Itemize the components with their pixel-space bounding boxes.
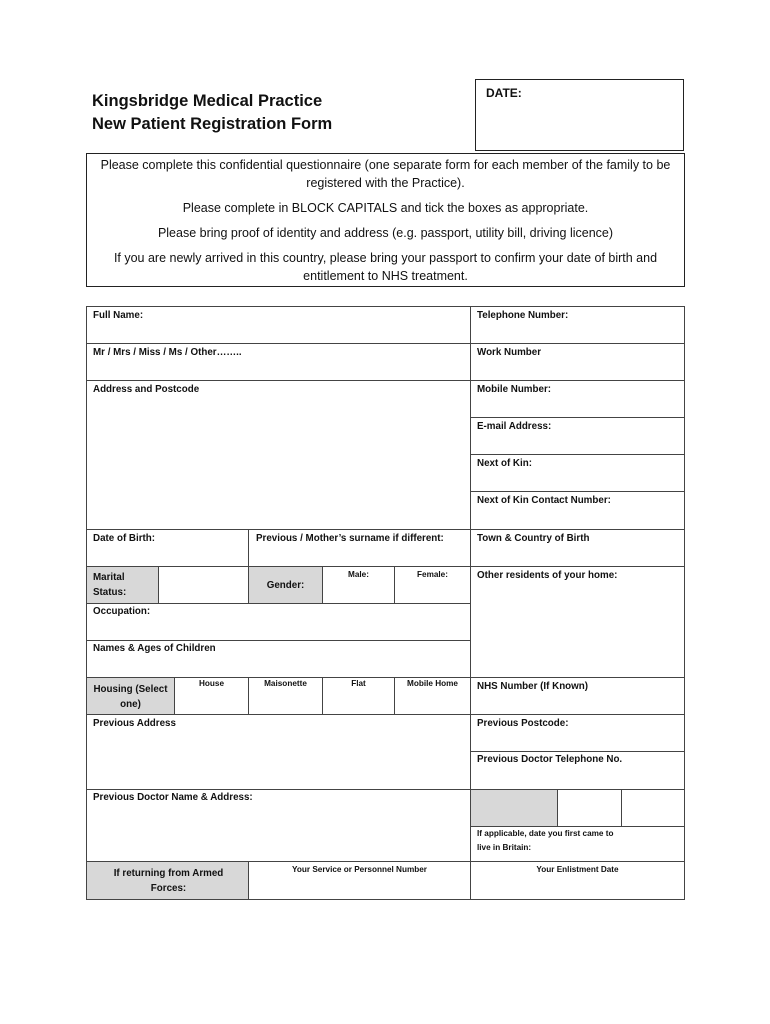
other-residents-label: Other residents of your home: <box>477 570 618 581</box>
previous-doctor-tel-field[interactable] <box>470 751 685 790</box>
full-name-label: Full Name: <box>93 310 144 321</box>
occupation-field[interactable] <box>86 603 471 641</box>
previous-address-label: Previous Address <box>93 718 176 729</box>
male-checkbox[interactable] <box>322 566 395 604</box>
date-britain-input-1[interactable] <box>557 789 622 827</box>
date-britain-label: If applicable, date you first came to live in Britain: <box>477 829 614 852</box>
previous-postcode-field[interactable] <box>470 714 685 752</box>
nhs-number-field[interactable] <box>470 677 685 715</box>
children-field[interactable] <box>86 640 471 678</box>
town-country-birth-field[interactable] <box>470 529 685 567</box>
previous-surname-field[interactable] <box>248 529 471 567</box>
female-label: Female: <box>417 570 448 579</box>
email-field[interactable] <box>470 417 685 455</box>
housing-mobile-home-checkbox[interactable] <box>394 677 471 715</box>
armed-forces-header <box>86 861 249 900</box>
mobile-label: Mobile Number: <box>477 384 552 395</box>
date-britain-input-2[interactable] <box>621 789 685 827</box>
address-label: Address and Postcode <box>93 384 200 395</box>
enlistment-date-field[interactable] <box>470 861 685 900</box>
work-number-label: Work Number <box>477 347 542 358</box>
housing-option-label: Mobile Home <box>407 679 458 688</box>
service-number-label: Your Service or Personnel Number <box>292 865 427 874</box>
housing-option-label: Flat <box>351 679 366 688</box>
instruction-line: If you are newly arrived in this country, please bring your passport to confirm your date of birth and entitlement to NHS treatment. <box>113 251 658 283</box>
next-of-kin-contact-label: Next of Kin Contact Number: <box>477 495 611 506</box>
mobile-field[interactable] <box>470 380 685 418</box>
housing-flat-checkbox[interactable] <box>322 677 395 715</box>
next-of-kin-label: Next of Kin: <box>477 458 532 469</box>
occupation-label: Occupation: <box>93 606 151 617</box>
marital-status-label: Marital Status: <box>93 572 127 598</box>
armed-forces-label: If returning from Armed Forces: <box>113 868 224 894</box>
title-field[interactable] <box>86 343 471 381</box>
marital-status-input[interactable] <box>158 566 249 604</box>
housing-maisonette-checkbox[interactable] <box>248 677 323 715</box>
full-name-field[interactable] <box>86 306 471 344</box>
next-of-kin-contact-field[interactable] <box>470 491 685 530</box>
telephone-field[interactable] <box>470 306 685 344</box>
housing-option-label: Maisonette <box>264 679 307 688</box>
instruction-line: Please complete in BLOCK CAPITALS and tick the boxes as appropriate. <box>182 201 589 215</box>
children-label: Names & Ages of Children <box>93 643 216 654</box>
date-of-birth-field[interactable] <box>86 529 249 567</box>
other-residents-field[interactable] <box>470 566 685 678</box>
previous-doctor-tel-label: Previous Doctor Telephone No. <box>477 754 623 765</box>
form-heading <box>92 90 332 136</box>
date-of-birth-label: Date of Birth: <box>93 533 156 544</box>
town-country-birth-label: Town & Country of Birth <box>477 533 590 544</box>
male-label: Male: <box>348 570 369 579</box>
date-label: DATE: <box>486 86 522 100</box>
previous-surname-label: Previous / Mother’s surname if different: <box>256 533 444 544</box>
housing-option-label: House <box>198 679 225 688</box>
date-box[interactable] <box>475 79 684 151</box>
date-britain-field <box>470 826 685 862</box>
form-title: New Patient Registration Form <box>92 115 333 133</box>
previous-address-field[interactable] <box>86 714 471 790</box>
previous-postcode-label: Previous Postcode: <box>477 718 569 729</box>
work-number-field[interactable] <box>470 343 685 381</box>
gender-label: Gender: <box>266 580 305 591</box>
instruction-line: Please complete this confidential questionnaire (one separate form for each member of the family to be registered with the Practice). <box>100 158 671 190</box>
housing-label: Housing (Select one) <box>93 684 168 710</box>
practice-name: Kingsbridge Medical Practice <box>92 92 323 110</box>
marital-status-header <box>86 566 159 604</box>
telephone-label: Telephone Number: <box>477 310 569 321</box>
next-of-kin-field[interactable] <box>470 454 685 492</box>
address-field[interactable] <box>86 380 471 530</box>
gender-header <box>248 566 323 604</box>
previous-doctor-field[interactable] <box>86 789 471 862</box>
housing-header <box>86 677 175 715</box>
previous-doctor-label: Previous Doctor Name & Address: <box>93 792 253 803</box>
instruction-line: Please bring proof of identity and address (e.g. passport, utility bill, driving licence) <box>157 226 614 240</box>
housing-house-checkbox[interactable] <box>174 677 249 715</box>
title-label: Mr / Mrs / Miss / Ms / Other…….. <box>93 347 242 358</box>
service-number-field[interactable] <box>248 861 471 900</box>
email-label: E-mail Address: <box>477 421 552 432</box>
instructions-box <box>86 153 685 287</box>
date-britain-shaded-cell <box>470 789 558 827</box>
female-checkbox[interactable] <box>394 566 471 604</box>
nhs-number-label: NHS Number (If Known) <box>477 681 589 692</box>
enlistment-date-label: Your Enlistment Date <box>536 865 619 874</box>
